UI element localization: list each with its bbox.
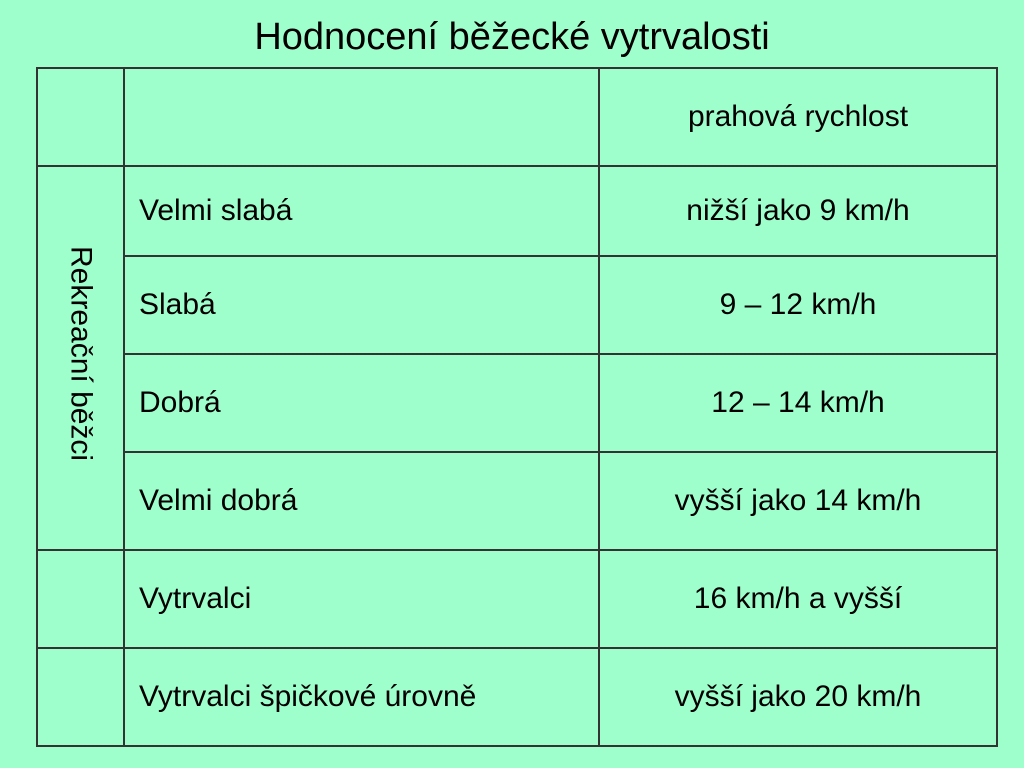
- header-level-cell: [124, 68, 599, 166]
- endurance-rating-table: [36, 67, 998, 747]
- level-cell: Dobrá: [124, 354, 599, 452]
- level-cell: Vytrvalci: [124, 550, 599, 648]
- speed-cell: nižší jako 9 km/h: [599, 166, 997, 256]
- table-header-row: [37, 68, 997, 166]
- header-group-cell: [37, 68, 124, 166]
- level-cell: Velmi dobrá: [124, 452, 599, 550]
- table-row: [37, 452, 997, 550]
- group-label: Rekreační běžci: [64, 246, 98, 462]
- slide-title: Hodnocení běžecké vytrvalosti: [254, 16, 770, 58]
- level-cell: Vytrvalci špičkové úrovně: [124, 648, 599, 746]
- speed-cell: 12 – 14 km/h: [599, 354, 997, 452]
- table-row: [37, 648, 997, 746]
- table-row: [37, 166, 997, 256]
- table-row: [37, 354, 997, 452]
- level-cell: Slabá: [124, 256, 599, 354]
- level-cell: Velmi slabá: [124, 166, 599, 256]
- group-label-cell: [37, 166, 124, 550]
- empty-group-cell: [37, 550, 124, 648]
- speed-cell: 16 km/h a vyšší: [599, 550, 997, 648]
- empty-group-cell: [37, 648, 124, 746]
- header-speed-cell: prahová rychlost: [599, 68, 997, 166]
- table-row: [37, 550, 997, 648]
- table-row: [37, 256, 997, 354]
- speed-cell: vyšší jako 14 km/h: [599, 452, 997, 550]
- speed-cell: 9 – 12 km/h: [599, 256, 997, 354]
- speed-cell: vyšší jako 20 km/h: [599, 648, 997, 746]
